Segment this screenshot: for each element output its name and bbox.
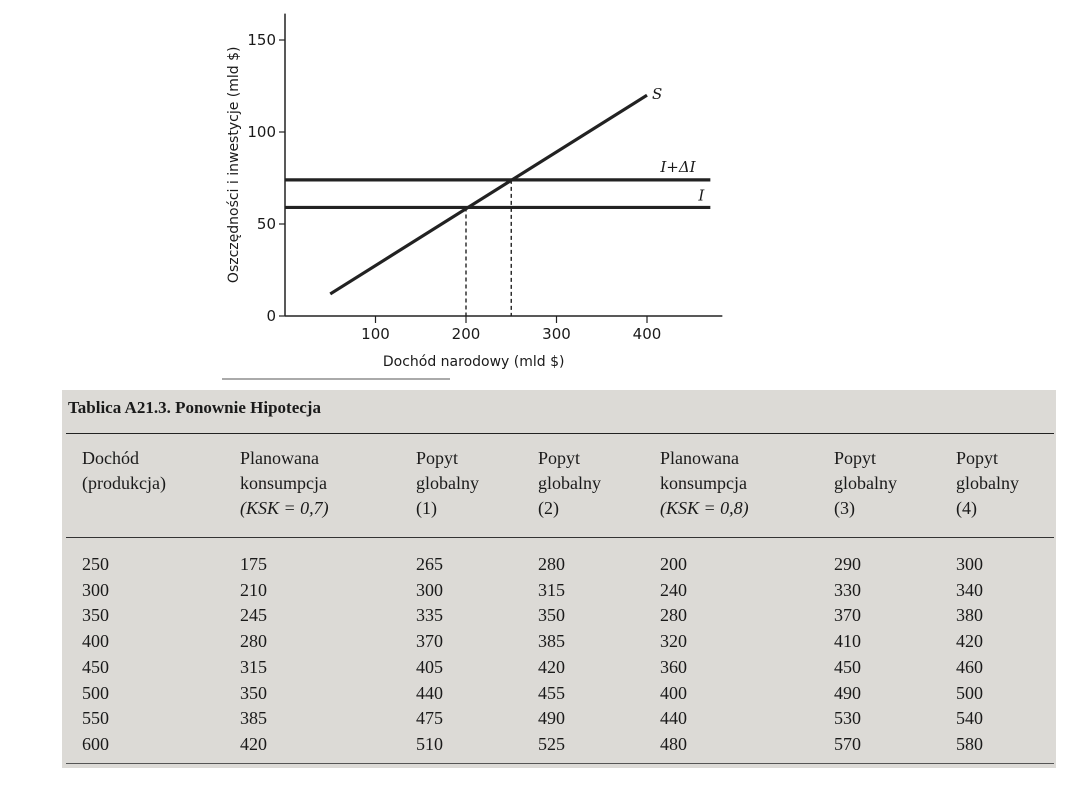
table-cell: 420: [538, 656, 565, 677]
table-cell: 250: [82, 554, 109, 574]
y-tick-label: 100: [247, 123, 276, 141]
y-axis-title: Oszczędności i inwestycje (mld $): [226, 46, 242, 284]
series-label-S: S: [652, 85, 663, 104]
series-label-I: I: [698, 186, 705, 205]
table-cell: 440: [660, 708, 687, 729]
table-cell: 500: [82, 682, 109, 703]
table-cell: 340: [956, 579, 983, 600]
table-cell: 450: [834, 656, 861, 677]
table-cell: 265: [416, 554, 443, 574]
table-cell: 280: [538, 554, 565, 574]
table-cell: 370: [834, 605, 861, 626]
series-label-I+ΔI: I+ΔI: [660, 157, 696, 176]
y-tick-label: 50: [256, 215, 276, 233]
chart: [0, 0, 1080, 390]
table-cell: 360: [660, 656, 687, 677]
table-cell: 525: [538, 733, 565, 754]
table-cell: 300: [956, 554, 983, 574]
table-cell: 200: [660, 554, 687, 574]
table-cell: 320: [660, 631, 687, 652]
table-cell: 300: [82, 579, 109, 600]
header-konsumpcja-08: Planowana konsumpcja (KSK = 0,8): [660, 448, 749, 518]
table-cell: 455: [538, 682, 565, 703]
table-cell: 410: [834, 631, 861, 652]
table-cell: 440: [416, 682, 443, 703]
table-cell: 350: [538, 605, 565, 626]
series-line-S: [330, 95, 647, 294]
table-cell: 490: [834, 682, 861, 703]
table-column: [82, 552, 109, 758]
table-title: Tablica A21.3. Ponownie Hipotecja: [68, 398, 321, 417]
table-cell: 480: [660, 733, 687, 754]
table-column: [956, 552, 983, 758]
table-cell: 400: [82, 631, 109, 652]
table-cell: 405: [416, 656, 443, 677]
x-axis-title: Dochód narodowy (mld $): [382, 354, 565, 370]
header-popyt-2: Popyt globalny (2): [538, 448, 601, 518]
table-cell: 175: [240, 554, 267, 574]
header-popyt-1: Popyt globalny (1): [416, 448, 479, 518]
table-column: [538, 552, 565, 758]
table-cell: 385: [538, 631, 565, 652]
table-bottom-rule: [66, 763, 1054, 764]
table-cell: 600: [82, 733, 109, 754]
table-cell: 540: [956, 708, 983, 729]
x-tick-label: 300: [542, 325, 571, 343]
header-popyt-4: Popyt globalny (4): [956, 448, 1019, 518]
y-tick-label: 0: [266, 307, 276, 325]
table-cell: 240: [660, 579, 687, 600]
table-cell: 350: [82, 605, 109, 626]
table-cell: 315: [240, 656, 267, 677]
table-cell: 210: [240, 579, 267, 600]
table-cell: 460: [956, 656, 983, 677]
table-cell: 510: [416, 733, 443, 754]
table-cell: 280: [660, 605, 687, 626]
table-cell: 550: [82, 708, 109, 729]
table-cell: 420: [240, 733, 267, 754]
chart-series: [285, 95, 710, 316]
table-cell: 570: [834, 733, 861, 754]
header-popyt-3: Popyt globalny (3): [834, 448, 897, 518]
y-tick-label: 150: [247, 31, 276, 49]
table-cell: 380: [956, 605, 983, 626]
x-tick-label: 200: [451, 325, 481, 343]
table-cell: 490: [538, 708, 565, 729]
table-cell: 580: [956, 733, 983, 754]
table-column: [660, 552, 687, 758]
header-dochod: Dochód (produkcja): [82, 448, 166, 493]
table-cell: 475: [416, 708, 443, 729]
table-cell: 450: [82, 656, 109, 677]
table-cell: 500: [956, 682, 983, 703]
table-cell: 385: [240, 708, 267, 729]
table-column: [240, 552, 267, 758]
table-cell: 400: [660, 682, 687, 703]
x-tick-label: 400: [632, 325, 662, 343]
table-column: [834, 552, 861, 758]
table-cell: 335: [416, 605, 443, 626]
table-cell: 370: [416, 631, 443, 652]
header-konsumpcja-07: Planowana konsumpcja (KSK = 0,7): [240, 448, 329, 518]
table-cell: 245: [240, 605, 267, 626]
table-cell: 420: [956, 631, 983, 652]
table-cell: 290: [834, 554, 861, 574]
header-rule: [66, 537, 1054, 538]
table-cell: 280: [240, 631, 267, 652]
table-cell: 315: [538, 579, 565, 600]
data-table: [66, 433, 1054, 764]
table-cell: 330: [834, 579, 861, 600]
table-cell: 300: [416, 579, 443, 600]
table-cell: 350: [240, 682, 267, 703]
chart-axes: [279, 14, 722, 323]
table-cell: 530: [834, 708, 861, 729]
table-column: [416, 552, 443, 758]
x-tick-label: 100: [361, 325, 390, 343]
